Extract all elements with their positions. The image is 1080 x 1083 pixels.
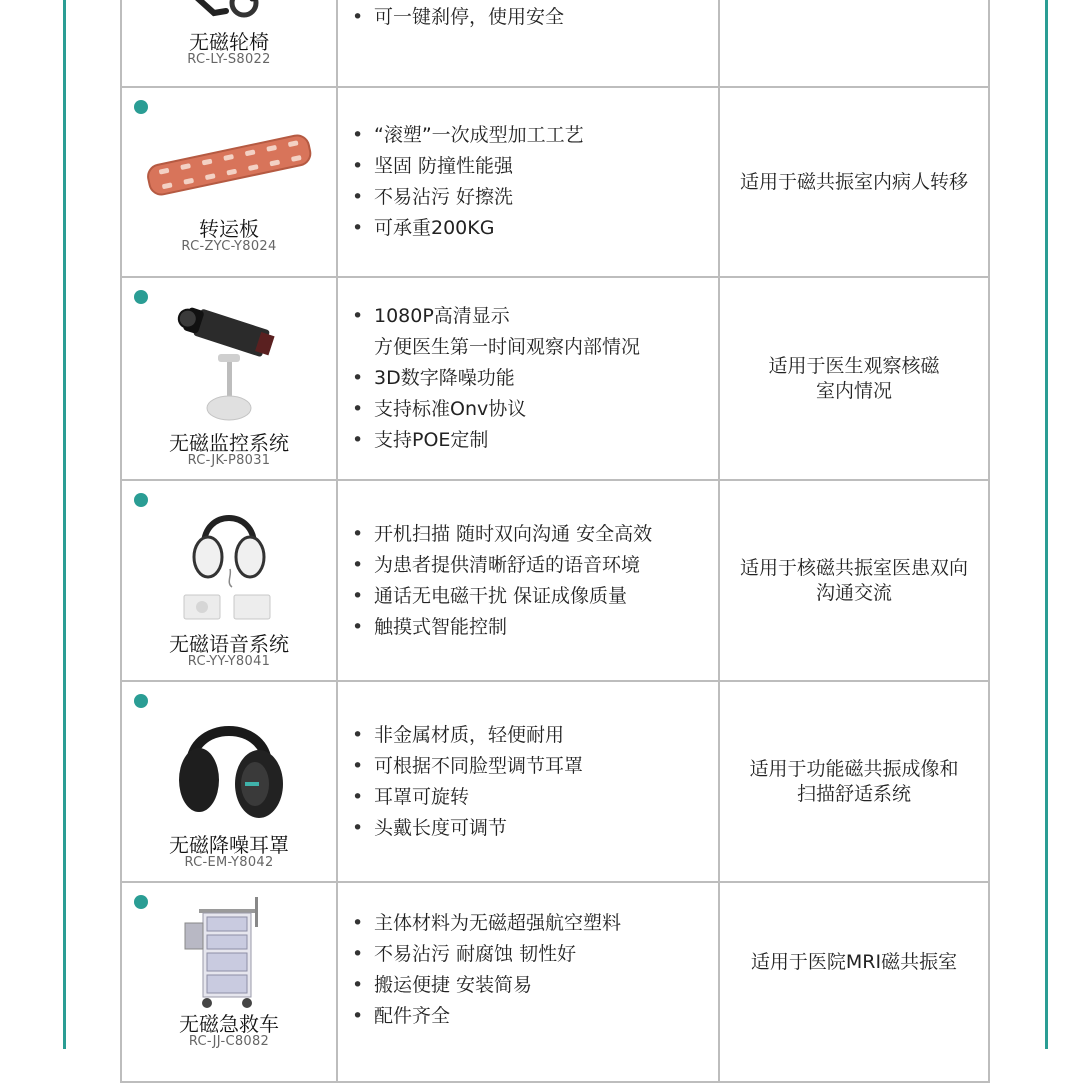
product-cell bbox=[121, 681, 337, 882]
product-cell bbox=[121, 87, 337, 277]
use-cell bbox=[719, 681, 989, 882]
feature-item: • 配件齐全 bbox=[374, 1001, 718, 1032]
use-cell: 适用于磁共振室内病人转移 bbox=[719, 87, 989, 277]
use-cell bbox=[719, 277, 989, 480]
feature-cell bbox=[337, 277, 719, 480]
feature-item: • 坚固 防撞性能强 bbox=[374, 151, 718, 182]
table-row bbox=[121, 0, 989, 87]
cart-image bbox=[169, 893, 289, 1013]
feature-item: • 可承重200KG bbox=[374, 213, 718, 244]
table-row bbox=[121, 882, 989, 1082]
table-row bbox=[121, 87, 989, 277]
product-code: RC-JJ-C8082 bbox=[188, 1034, 270, 1049]
use-line: 沟通交流 bbox=[815, 581, 892, 604]
feature-item: • 1080P高清显示 bbox=[374, 301, 718, 332]
product-table bbox=[120, 0, 990, 1083]
earmuff-image bbox=[169, 700, 289, 828]
feature-item: • 主体材料为无磁超强航空塑料 bbox=[374, 908, 718, 939]
feature-cell bbox=[337, 681, 719, 882]
feature-cell bbox=[337, 87, 719, 277]
use-cell: 适用于医院MRI磁共振室 bbox=[719, 882, 989, 1082]
feature-cell bbox=[337, 0, 719, 87]
product-code: RC-YY-Y8041 bbox=[187, 653, 271, 669]
product-code: RC-JK-P8031 bbox=[187, 452, 271, 468]
use-cell bbox=[719, 0, 989, 87]
product-name: 无磁急救车 bbox=[179, 1012, 279, 1036]
feature-item-continuation: 方便医生第一时间观察内部情况 bbox=[374, 336, 641, 358]
table-row bbox=[121, 681, 989, 882]
wheelchair-image bbox=[174, 0, 284, 31]
feature-item: • 可一键刹停，使用安全 bbox=[374, 2, 718, 33]
use-line: 适用于功能磁共振成像和 bbox=[749, 757, 959, 780]
product-name: 无磁降噪耳罩 bbox=[169, 832, 289, 857]
feature-item: • 不易沾污 耐腐蚀 韧性好 bbox=[374, 939, 718, 970]
product-name: 无磁监控系统 bbox=[169, 430, 289, 455]
headset-image bbox=[174, 499, 284, 627]
product-code: RC-ZYC-Y8024 bbox=[181, 239, 277, 254]
use-line: 适用于医生观察核磁 bbox=[768, 354, 940, 377]
feature-item: • 通话无电磁干扰 保证成像质量 bbox=[374, 581, 718, 612]
feature-item: • 非金属材质，轻便耐用 bbox=[374, 720, 718, 751]
left-accent-border bbox=[63, 0, 66, 1049]
product-name: 无磁轮椅 bbox=[189, 30, 269, 54]
camera-image bbox=[174, 296, 284, 426]
feature-item: • 支持标准Onv协议 bbox=[374, 394, 718, 425]
feature-item: • 为患者提供清晰舒适的语音环境 bbox=[374, 550, 718, 581]
product-name: 转运板 bbox=[199, 217, 259, 241]
use-line: 室内情况 bbox=[815, 379, 892, 402]
feature-item: • “滚塑”一次成型加工工艺 bbox=[374, 120, 718, 151]
use-cell bbox=[719, 480, 989, 681]
product-code: RC-EM-Y8042 bbox=[184, 854, 274, 870]
bullet-dot-icon bbox=[134, 895, 148, 909]
use-line: 适用于核磁共振室医患双向 bbox=[739, 556, 968, 579]
feature-item: • 不易沾污 好擦洗 bbox=[374, 182, 718, 213]
feature-item: • 触摸式智能控制 bbox=[374, 612, 718, 643]
right-accent-border bbox=[1045, 0, 1048, 1049]
table-row bbox=[121, 480, 989, 681]
bullet-dot-icon bbox=[134, 694, 148, 708]
product-cell bbox=[121, 0, 337, 87]
feature-item: • 可根据不同脸型调节耳罩 bbox=[374, 751, 718, 782]
use-line: 扫描舒适系统 bbox=[796, 782, 911, 805]
table-row bbox=[121, 277, 989, 480]
transfer-board-image bbox=[141, 124, 317, 204]
product-name: 无磁语音系统 bbox=[169, 631, 289, 656]
feature-item: • 3D数字降噪功能 bbox=[374, 363, 718, 394]
product-cell bbox=[121, 480, 337, 681]
feature-cell bbox=[337, 480, 719, 681]
product-code: RC-LY-S8022 bbox=[187, 52, 271, 67]
feature-item: • 支持POE定制 bbox=[374, 425, 718, 456]
product-cell bbox=[121, 277, 337, 480]
bullet-dot-icon bbox=[134, 100, 148, 114]
bullet-dot-icon bbox=[134, 290, 148, 304]
feature-item: • 搬运便捷 安装简易 bbox=[374, 970, 718, 1001]
product-cell bbox=[121, 882, 337, 1082]
feature-cell bbox=[337, 882, 719, 1082]
bullet-dot-icon bbox=[134, 493, 148, 507]
feature-item: • 耳罩可旋转 bbox=[374, 782, 718, 813]
feature-item: • 头戴长度可调节 bbox=[374, 813, 718, 844]
feature-item: • 开机扫描 随时双向沟通 安全高效 bbox=[374, 519, 718, 550]
